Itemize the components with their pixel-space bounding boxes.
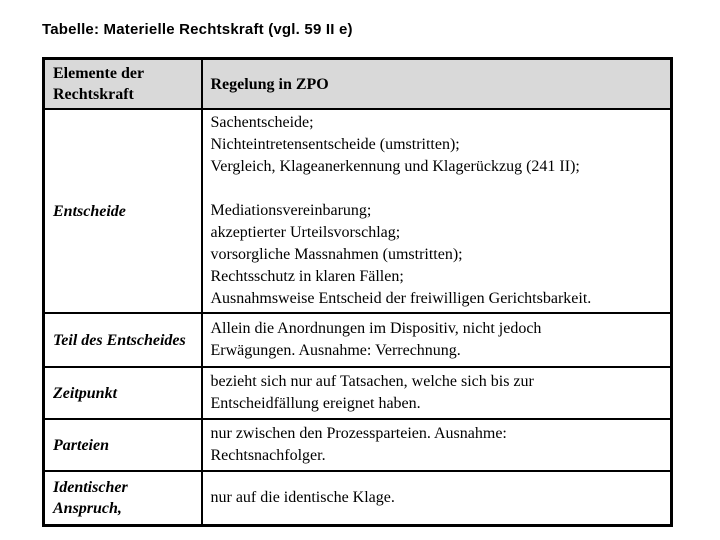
content-line: Vergleich, Klageanerkennung und Klagerückzug (241 II);: [210, 158, 580, 175]
header-cell-elemente: Elemente der Rechtskraft: [44, 59, 202, 110]
content-line: nur auf die identische Klage.: [210, 489, 395, 506]
content-line: Sachentscheide;: [210, 114, 314, 131]
table-row-zeitpunkt: [44, 367, 672, 419]
content-line: Mediationsvereinbarung;: [210, 202, 372, 219]
row-content-identischer-anspruch: [202, 471, 672, 526]
content-line: Entscheidfällung ereignet haben.: [210, 395, 421, 412]
row-label-teil-des-entscheides: Teil des Entscheides: [44, 313, 202, 367]
content-line: Allein die Anordnungen im Dispositiv, nicht jedoch: [210, 320, 542, 337]
page-title: Tabelle: Materielle Rechtskraft (vgl. 59 II e): [42, 21, 353, 38]
row-content-parteien: [202, 419, 672, 471]
table-row-teil-des-entscheides: [44, 313, 672, 367]
content-line: bezieht sich nur auf Tatsachen, welche sich bis zur: [210, 373, 534, 390]
row-label-entscheide: Entscheide: [44, 109, 202, 313]
content-line: Nichteintretensentscheide (umstritten);: [210, 136, 460, 153]
row-label-zeitpunkt: Zeitpunkt: [44, 367, 202, 419]
content-line: akzeptierter Urteilsvorschlag;: [210, 224, 401, 241]
header-cell-regelung: Regelung in ZPO: [202, 59, 672, 110]
content-line: nur zwischen den Prozessparteien. Ausnahme:: [210, 425, 507, 442]
rechtskraft-table: [42, 57, 673, 527]
table-row-parteien: [44, 419, 672, 471]
row-content-entscheide: [202, 109, 672, 313]
content-line: Erwägungen. Ausnahme: Verrechnung.: [210, 342, 461, 359]
content-line: vorsorgliche Massnahmen (umstritten);: [210, 246, 463, 263]
row-label-identischer-anspruch: Identischer Anspruch,: [44, 471, 202, 526]
table-row-identischer-anspruch: [44, 471, 672, 526]
row-label-parteien: Parteien: [44, 419, 202, 471]
content-line: Rechtsnachfolger.: [210, 447, 326, 464]
table-row-entscheide: [44, 109, 672, 313]
table-header-row: [44, 59, 672, 110]
row-content-teil-des-entscheides: [202, 313, 672, 367]
content-line: Rechtsschutz in klaren Fällen;: [210, 268, 404, 285]
row-content-zeitpunkt: [202, 367, 672, 419]
content-line: Ausnahmsweise Entscheid der freiwilligen Gerichtsbarkeit.: [210, 290, 592, 307]
content-line-blank: [211, 178, 663, 200]
